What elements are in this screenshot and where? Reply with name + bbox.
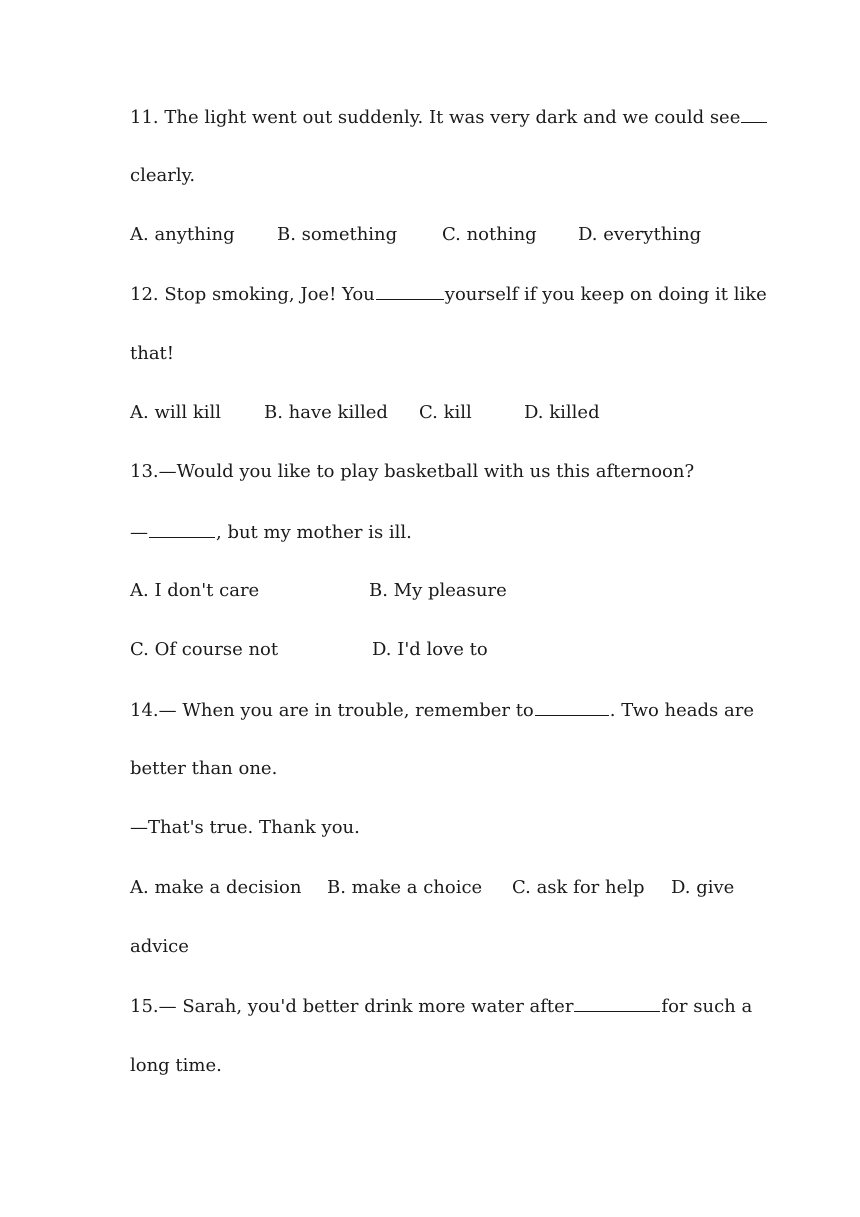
answer-blank xyxy=(741,105,767,123)
answer-blank xyxy=(574,994,660,1012)
option-c: C. ask for help xyxy=(512,877,645,898)
answer-blank xyxy=(535,698,609,716)
question-13-reply xyxy=(130,520,730,545)
question-11-text: 11. The light went out suddenly. It was very dark and we could see xyxy=(130,107,741,128)
question-15-stem-continued: long time. xyxy=(130,1055,222,1076)
question-15-stem xyxy=(130,994,753,1019)
question-11-stem-continued: clearly. xyxy=(130,165,196,186)
option-a: A. will kill xyxy=(130,402,222,423)
option-b: B. have killed xyxy=(264,402,388,423)
reply-text: , but my mother is ill. xyxy=(216,522,412,543)
option-c: C. nothing xyxy=(442,224,537,245)
option-c: C. Of course not xyxy=(130,639,279,660)
question-12-stem-continued: that! xyxy=(130,343,175,364)
question-12-stem xyxy=(130,282,767,307)
option-d: D. I'd love to xyxy=(372,639,488,660)
option-d: D. give xyxy=(671,877,735,898)
question-13-stem: 13.—Would you like to play basketball with us this afternoon? xyxy=(130,461,695,482)
option-a: A. make a decision xyxy=(130,877,302,898)
option-b: B. make a choice xyxy=(327,877,483,898)
question-12-text-a: 12. Stop smoking, Joe! You xyxy=(130,284,375,305)
question-14-text-a: 14.— When you are in trouble, remember to xyxy=(130,700,534,721)
question-12-text-b: yourself if you keep on doing it like xyxy=(444,284,767,305)
question-15-text-a: 15.— Sarah, you'd better drink more water after xyxy=(130,996,574,1017)
option-d: D. killed xyxy=(524,402,600,423)
answer-blank xyxy=(149,520,215,538)
option-c: C. kill xyxy=(419,402,472,423)
option-d: D. everything xyxy=(578,224,702,245)
option-b: B. something xyxy=(277,224,398,245)
question-14-options-continued: advice xyxy=(130,936,189,957)
question-14-text-b: . Two heads are xyxy=(609,700,755,721)
question-15-text-b: for such a xyxy=(661,996,753,1017)
reply-dash: — xyxy=(130,522,148,543)
question-14-reply: —That's true. Thank you. xyxy=(130,817,360,838)
option-a: A. I don't care xyxy=(130,580,260,601)
question-14-stem xyxy=(130,698,755,723)
question-14-stem-continued: better than one. xyxy=(130,758,278,779)
question-11-stem xyxy=(130,105,741,130)
option-a: A. anything xyxy=(130,224,235,245)
option-b: B. My pleasure xyxy=(369,580,507,601)
answer-blank xyxy=(376,282,444,300)
